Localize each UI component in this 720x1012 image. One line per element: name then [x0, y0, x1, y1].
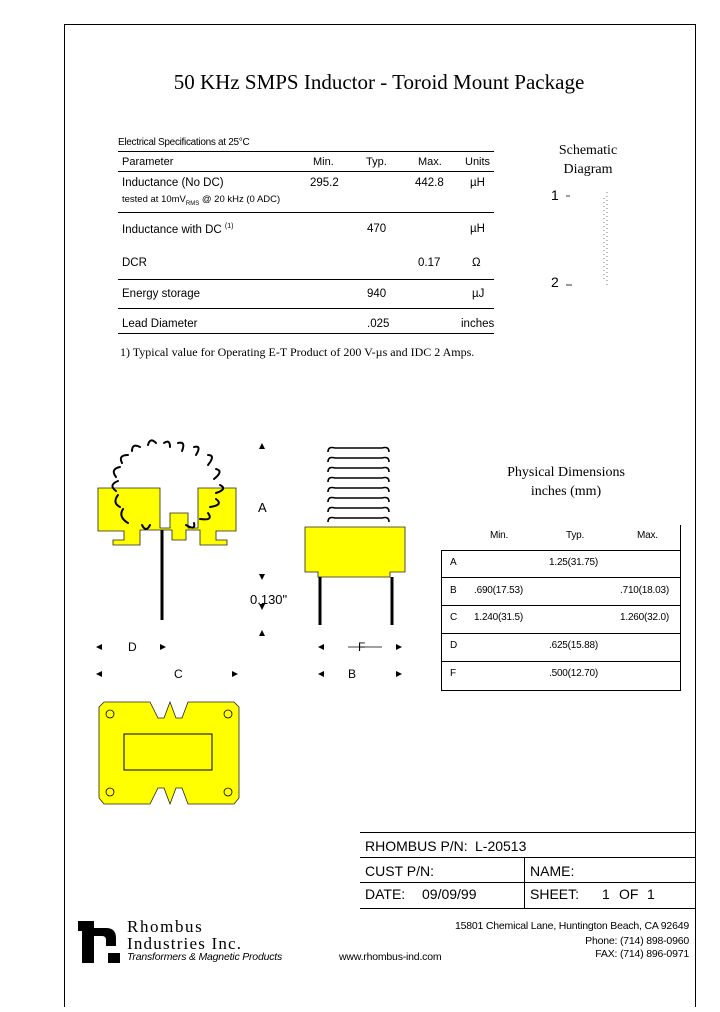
titleblock-rule — [360, 882, 695, 883]
company-tagline: Transformers & Magnetic Products — [127, 951, 283, 963]
titleblock-rule — [360, 857, 695, 858]
sheet-of: OF — [619, 886, 639, 902]
toroid-base-front — [98, 488, 236, 545]
schematic-coil-symbol — [560, 188, 620, 288]
spec-row-typ: 940 — [367, 288, 387, 300]
spec-row-max: 0.17 — [418, 257, 441, 269]
spec-row-rule — [118, 212, 494, 213]
physical-row-rule — [441, 661, 681, 662]
schematic-pin-1: 1 — [551, 187, 559, 203]
physical-row-rule — [441, 605, 681, 606]
schematic-title: Schematic Diagram — [558, 143, 618, 177]
spec-header-parameter: Parameter — [122, 156, 174, 168]
spec-caption: Electrical Specifications at 25°C — [118, 137, 250, 148]
spec-row-rule — [118, 308, 494, 309]
spec-top-rule — [118, 151, 494, 152]
physical-row-dim: D — [450, 640, 458, 651]
company-name-line2: Industries Inc. — [127, 934, 243, 953]
physical-row-min: 1.240(31.5) — [474, 612, 523, 623]
spec-footnote: 1) Typical value for Operating E-T Product of 200 V-µs and IDC 2 Amps. — [120, 345, 475, 359]
schematic-pin-2: 2 — [551, 274, 559, 290]
physical-header-typ: Typ. — [566, 530, 585, 541]
spec-row-units: µJ — [472, 288, 485, 300]
spec-row-rule — [118, 279, 494, 280]
spec-row-max: 442.8 — [415, 177, 444, 189]
name-label: NAME: — [530, 863, 575, 879]
toroid-side-view — [300, 440, 410, 630]
physical-row-max: .710(18.03) — [620, 585, 669, 596]
titleblock-top-rule — [360, 832, 695, 833]
physical-bottom-rule — [441, 690, 681, 691]
sheet-total: 1 — [647, 886, 655, 902]
date-label: DATE: — [365, 886, 406, 902]
spec-header-typ: Typ. — [366, 156, 387, 168]
dimension-a-label: A — [258, 500, 267, 515]
physical-row-typ: .625(15.88) — [549, 640, 598, 651]
rhombus-logo-icon — [76, 918, 124, 966]
spec-row-param: Lead Diameter — [122, 318, 198, 330]
dimension-d-label: D — [128, 640, 137, 654]
physical-row-dim: C — [450, 612, 458, 623]
spec-row-param: Energy storage — [122, 288, 200, 300]
spec-row-typ: 470 — [367, 223, 387, 235]
spec-row-typ: .025 — [367, 318, 390, 330]
lead-height-label: 0.130" — [250, 592, 288, 607]
toroid-front-view — [90, 435, 250, 625]
company-fax: FAX: (714) 896-0971 — [595, 948, 689, 960]
sheet-label: SHEET: — [530, 886, 580, 902]
physical-header-min: Min. — [490, 530, 509, 541]
physical-row-rule — [441, 577, 681, 578]
spec-bottom-rule — [118, 333, 494, 334]
physical-row-rule — [441, 633, 681, 634]
toroid-bottom-view — [96, 700, 242, 806]
part-number-value: L-20513 — [475, 838, 527, 854]
titleblock-divider — [524, 857, 525, 909]
dimension-c-label: C — [174, 667, 183, 681]
customer-pn-label: CUST P/N: — [365, 863, 434, 879]
toroid-base-side — [305, 527, 405, 577]
spec-row-units: Ω — [472, 257, 481, 269]
physical-row-typ: .500(12.70) — [549, 668, 598, 679]
physical-row-dim: A — [450, 557, 457, 568]
dimension-a-arrows — [252, 440, 272, 640]
physical-header-max: Max. — [637, 530, 658, 541]
spec-row-param: Inductance (No DC) — [122, 177, 224, 189]
physical-left-border — [441, 550, 442, 691]
company-name-line1: Rhombus — [127, 917, 204, 936]
sheet-value: 1 — [602, 886, 610, 902]
spec-row-param: Inductance with DC $^{(1)}$ — [122, 223, 234, 236]
titleblock-bottom-rule — [360, 908, 695, 909]
part-number-label: RHOMBUS P/N: — [365, 838, 468, 854]
dimension-b-label: B — [348, 667, 357, 681]
physical-row-max: 1.260(32.0) — [620, 612, 669, 623]
physical-header-rule — [441, 550, 681, 551]
physical-row-dim: F — [450, 668, 456, 679]
spec-row-units: µH — [470, 177, 485, 189]
company-website-link[interactable]: www.rhombus-ind.com — [339, 951, 442, 963]
dimension-f-label: F — [358, 640, 366, 654]
physical-row-min: .690(17.53) — [474, 585, 523, 596]
date-value: 09/09/99 — [422, 886, 477, 902]
spec-header-max: Max. — [418, 156, 442, 168]
physical-row-typ: 1.25(31.75) — [549, 557, 598, 568]
spec-row-units: inches — [461, 318, 495, 330]
spec-header-min: Min. — [313, 156, 334, 168]
spec-row-units: µH — [470, 223, 485, 235]
physical-row-dim: B — [450, 585, 457, 596]
spec-header-rule — [118, 171, 494, 172]
physical-dimensions-title: Physical Dimensions inches (mm) — [507, 465, 625, 499]
company-phone: Phone: (714) 898-0960 — [585, 935, 689, 947]
page-title: 50 KHz SMPS Inductor - Toroid Mount Package — [173, 70, 585, 94]
spec-row-min: 295.2 — [310, 177, 339, 189]
spec-header-units: Units — [465, 156, 491, 168]
spec-row-subnote: tested at $10mV_{RMS}$ @ 20 kHz (0 ADC) — [122, 194, 281, 207]
company-address: 15801 Chemical Lane, Huntington Beach, CA 92649 — [454, 920, 689, 932]
spec-row-param: DCR — [122, 257, 147, 269]
